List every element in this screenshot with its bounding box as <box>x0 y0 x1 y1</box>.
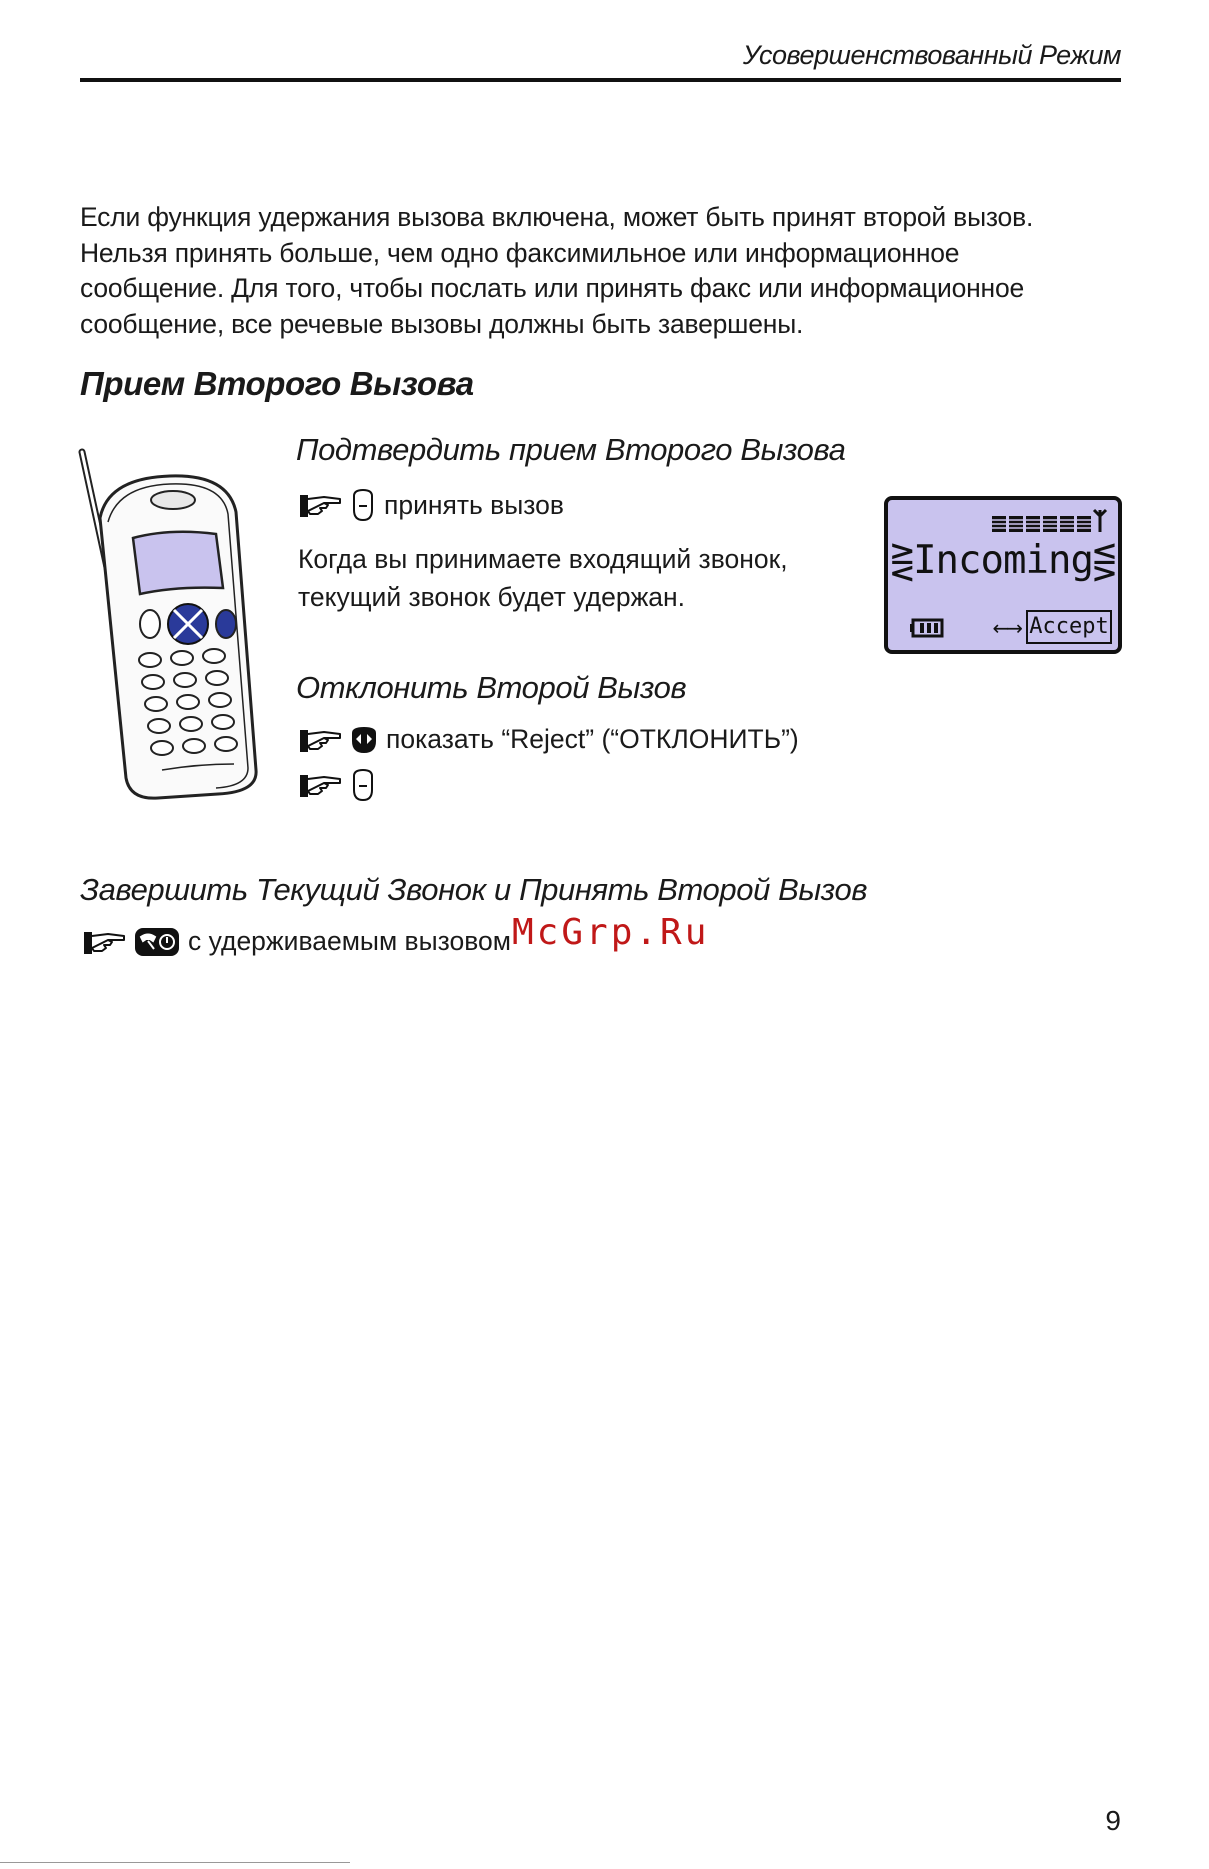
reject-step-1 <box>298 724 799 755</box>
intro-line: Если функция удержания вызова включена, может быть принят второй вызов. <box>80 202 1034 232</box>
section-heading: Прием Второго Вызова <box>80 365 474 402</box>
end-call-key-icon <box>134 927 180 957</box>
signal-strength-icon <box>992 508 1108 536</box>
accept-softkey-label: Accept <box>1026 610 1112 644</box>
page-header-title: Усовершенствованный Режим <box>742 40 1121 70</box>
lcd-arrows: ←→ <box>992 616 1020 640</box>
reject-step-2 <box>298 768 384 802</box>
watermark: McGrp.Ru <box>512 912 710 953</box>
intro-line: сообщение, все речевые вызовы должны быть завершены. <box>80 308 804 339</box>
accept-key-icon <box>350 768 376 802</box>
footer-divider <box>0 1862 350 1863</box>
confirm-desc-line: Когда вы принимаете входящий звонок, <box>298 544 788 574</box>
end-current-heading: Завершить Текущий Звонок и Принять Второй Вызов <box>80 872 868 907</box>
reject-heading: Отклонить Второй Вызов <box>296 670 687 705</box>
antenna-icon <box>1094 510 1106 532</box>
phone-handset-icon <box>78 448 268 800</box>
nav-key <box>168 604 208 644</box>
lcd-main-text: Incoming <box>913 538 1093 583</box>
confirm-heading: Подтвердить прием Второго Вызова <box>296 432 846 467</box>
intro-line: сообщение. Для того, чтобы послать или принять факс или информационное <box>80 273 1025 303</box>
intro-paragraph <box>80 200 1080 342</box>
scroll-key-icon <box>350 725 378 755</box>
header-divider <box>80 78 1121 82</box>
confirm-step-text: принять вызов <box>384 489 564 520</box>
pointing-hand-icon <box>298 726 342 754</box>
reject-step-text: показать “Reject” (“ОТКЛОНИТЬ”) <box>386 724 799 754</box>
battery-icon <box>910 618 944 638</box>
lcd-main-line <box>888 538 1118 583</box>
accept-key-icon <box>350 488 376 522</box>
pointing-hand-icon <box>298 771 342 799</box>
confirm-desc-line: текущий звонок будет удержан. <box>298 582 686 612</box>
lcd-display <box>884 496 1122 654</box>
lcd-left-marker: ⋛ <box>890 538 914 583</box>
intro-line: Нельзя принять больше, чем одно факсимильное или информационное <box>80 237 960 268</box>
end-current-step <box>82 926 511 957</box>
pointing-hand-icon <box>82 928 126 956</box>
lcd-right-marker: ⋚ <box>1092 538 1116 583</box>
confirm-step <box>298 488 564 522</box>
pointing-hand-icon <box>298 491 342 519</box>
page-number: 9 <box>1105 1805 1121 1836</box>
end-current-step-text: с удерживаемым вызовом <box>188 926 512 956</box>
confirm-description <box>298 540 788 616</box>
